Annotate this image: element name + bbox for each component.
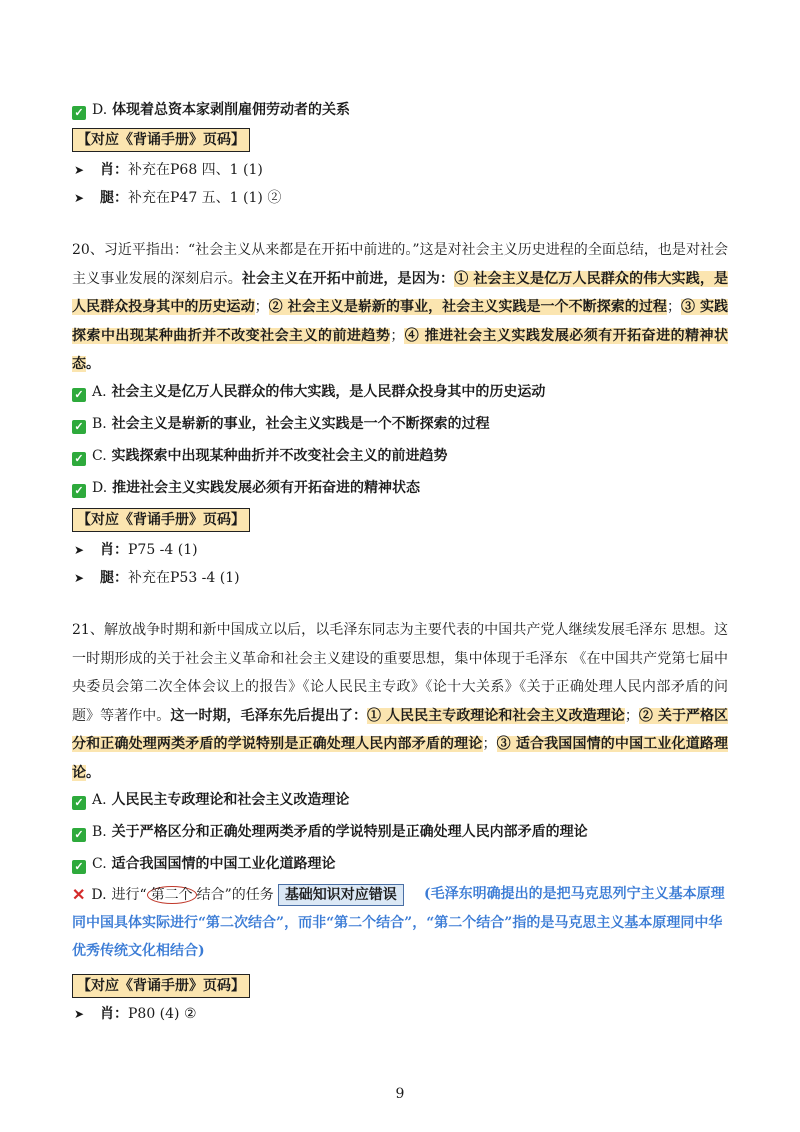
ref-item: ➤ 腿：补充在P47 五、1 (1) ② xyxy=(74,190,282,206)
circled-term: 第二个 xyxy=(147,886,197,904)
ref-item: ➤ 肖：P75 -4 (1) xyxy=(74,542,198,558)
q20-option-c: ✓ C. 实践探索中出现某种曲折并不改变社会主义的前进趋势 xyxy=(72,446,448,466)
handbook-tag: 【对应《背诵手册》页码】 xyxy=(72,974,250,998)
check-icon: ✓ xyxy=(72,388,86,402)
q19-option-d: ✓ D. 体现着总资本家剥削雇佣劳动者的关系 xyxy=(72,100,350,120)
check-icon: ✓ xyxy=(72,828,86,842)
handbook-tag: 【对应《背诵手册》页码】 xyxy=(72,508,250,532)
arrow-bullet-icon: ➤ xyxy=(74,191,85,205)
q21-stem: 21、解放战争时期和新中国成立以后，以毛泽东同志为主要代表的中国共产党人继续发展毛泽东 思想。这一时期形成的关于社会主义革命和社会主义建设的重要思想，集中体现于毛泽东 《在中国共产党第七届中央委员会第二次全体会议上的报告》《论人民民主专政》《论十大关系》《关于正确处理人民内部矛盾的问题》等著作中。这一时期，毛泽东先后提出了：① 人民民主专政理论和社会主义改造理论；② 关于严格区分和正确处理两类矛盾的学说特别是正确处理人民内部矛盾的理论；③ 适合我国国情的中国工业化道路理论。 xyxy=(72,622,729,781)
check-icon: ✓ xyxy=(72,452,86,466)
ref-item: ➤ 腿：补充在P53 -4 (1) xyxy=(74,570,240,586)
check-icon: ✓ xyxy=(72,484,86,498)
q21-option-d-explanation: (毛泽东明确提出的是把马克思列宁主义基本原理同中国具体实际进行“第二次结合”，而非“第二个结合”，“第二个结合”指的是马克思主义基本原理同中华优秀传统文化相结合) xyxy=(72,886,725,959)
page-number: 9 xyxy=(395,1086,405,1102)
q20-option-a: ✓ A. 社会主义是亿万人民群众的伟大实践，是人民群众投身其中的历史运动 xyxy=(72,382,545,402)
q21-option-a: ✓ A. 人民民主专政理论和社会主义改造理论 xyxy=(72,790,349,810)
cross-icon: ✕ xyxy=(72,885,86,904)
check-icon: ✓ xyxy=(72,420,86,434)
q21-option-d: ✕ D. 进行“ 第二个 结合”的任务 基础知识对应错误 xyxy=(72,884,408,906)
arrow-bullet-icon: ➤ xyxy=(74,571,85,585)
check-icon: ✓ xyxy=(72,796,86,810)
arrow-bullet-icon: ➤ xyxy=(74,543,85,557)
q21-option-b: ✓ B. 关于严格区分和正确处理两类矛盾的学说特别是正确处理人民内部矛盾的理论 xyxy=(72,822,588,842)
arrow-bullet-icon: ➤ xyxy=(74,1007,85,1021)
handbook-tag: 【对应《背诵手册》页码】 xyxy=(72,128,250,152)
arrow-bullet-icon: ➤ xyxy=(74,163,85,177)
q20-option-b: ✓ B. 社会主义是崭新的事业，社会主义实践是一个不断探索的过程 xyxy=(72,414,490,434)
ref-item: ➤ 肖：补充在P68 四、1 (1) xyxy=(74,162,263,178)
q20-stem: 20、习近平指出：“社会主义从来都是在开拓中前进的。”这是对社会主义历史进程的全面总结，也是对社会主义事业发展的深刻启示。社会主义在开拓中前进，是因为：① 社会主义是亿万人民群众的伟大实践，是人民群众投身其中的历史运动；② 社会主义是崭新的事业，社会主义实践是一个不断探索的过程；③ 实践探索中出现某种曲折并不改变社会主义的前进趋势；④ 推进社会主义实践发展必须有开拓奋进的精神状态。 xyxy=(72,242,729,372)
check-icon: ✓ xyxy=(72,860,86,874)
check-icon: ✓ xyxy=(72,106,86,120)
q20-option-d: ✓ D. 推进社会主义实践发展必须有开拓奋进的精神状态 xyxy=(72,478,420,498)
ref-item: ➤ 肖：P80 (4) ② xyxy=(74,1006,197,1022)
q21-option-c: ✓ C. 适合我国国情的中国工业化道路理论 xyxy=(72,854,336,874)
error-badge: 基础知识对应错误 xyxy=(278,884,404,906)
